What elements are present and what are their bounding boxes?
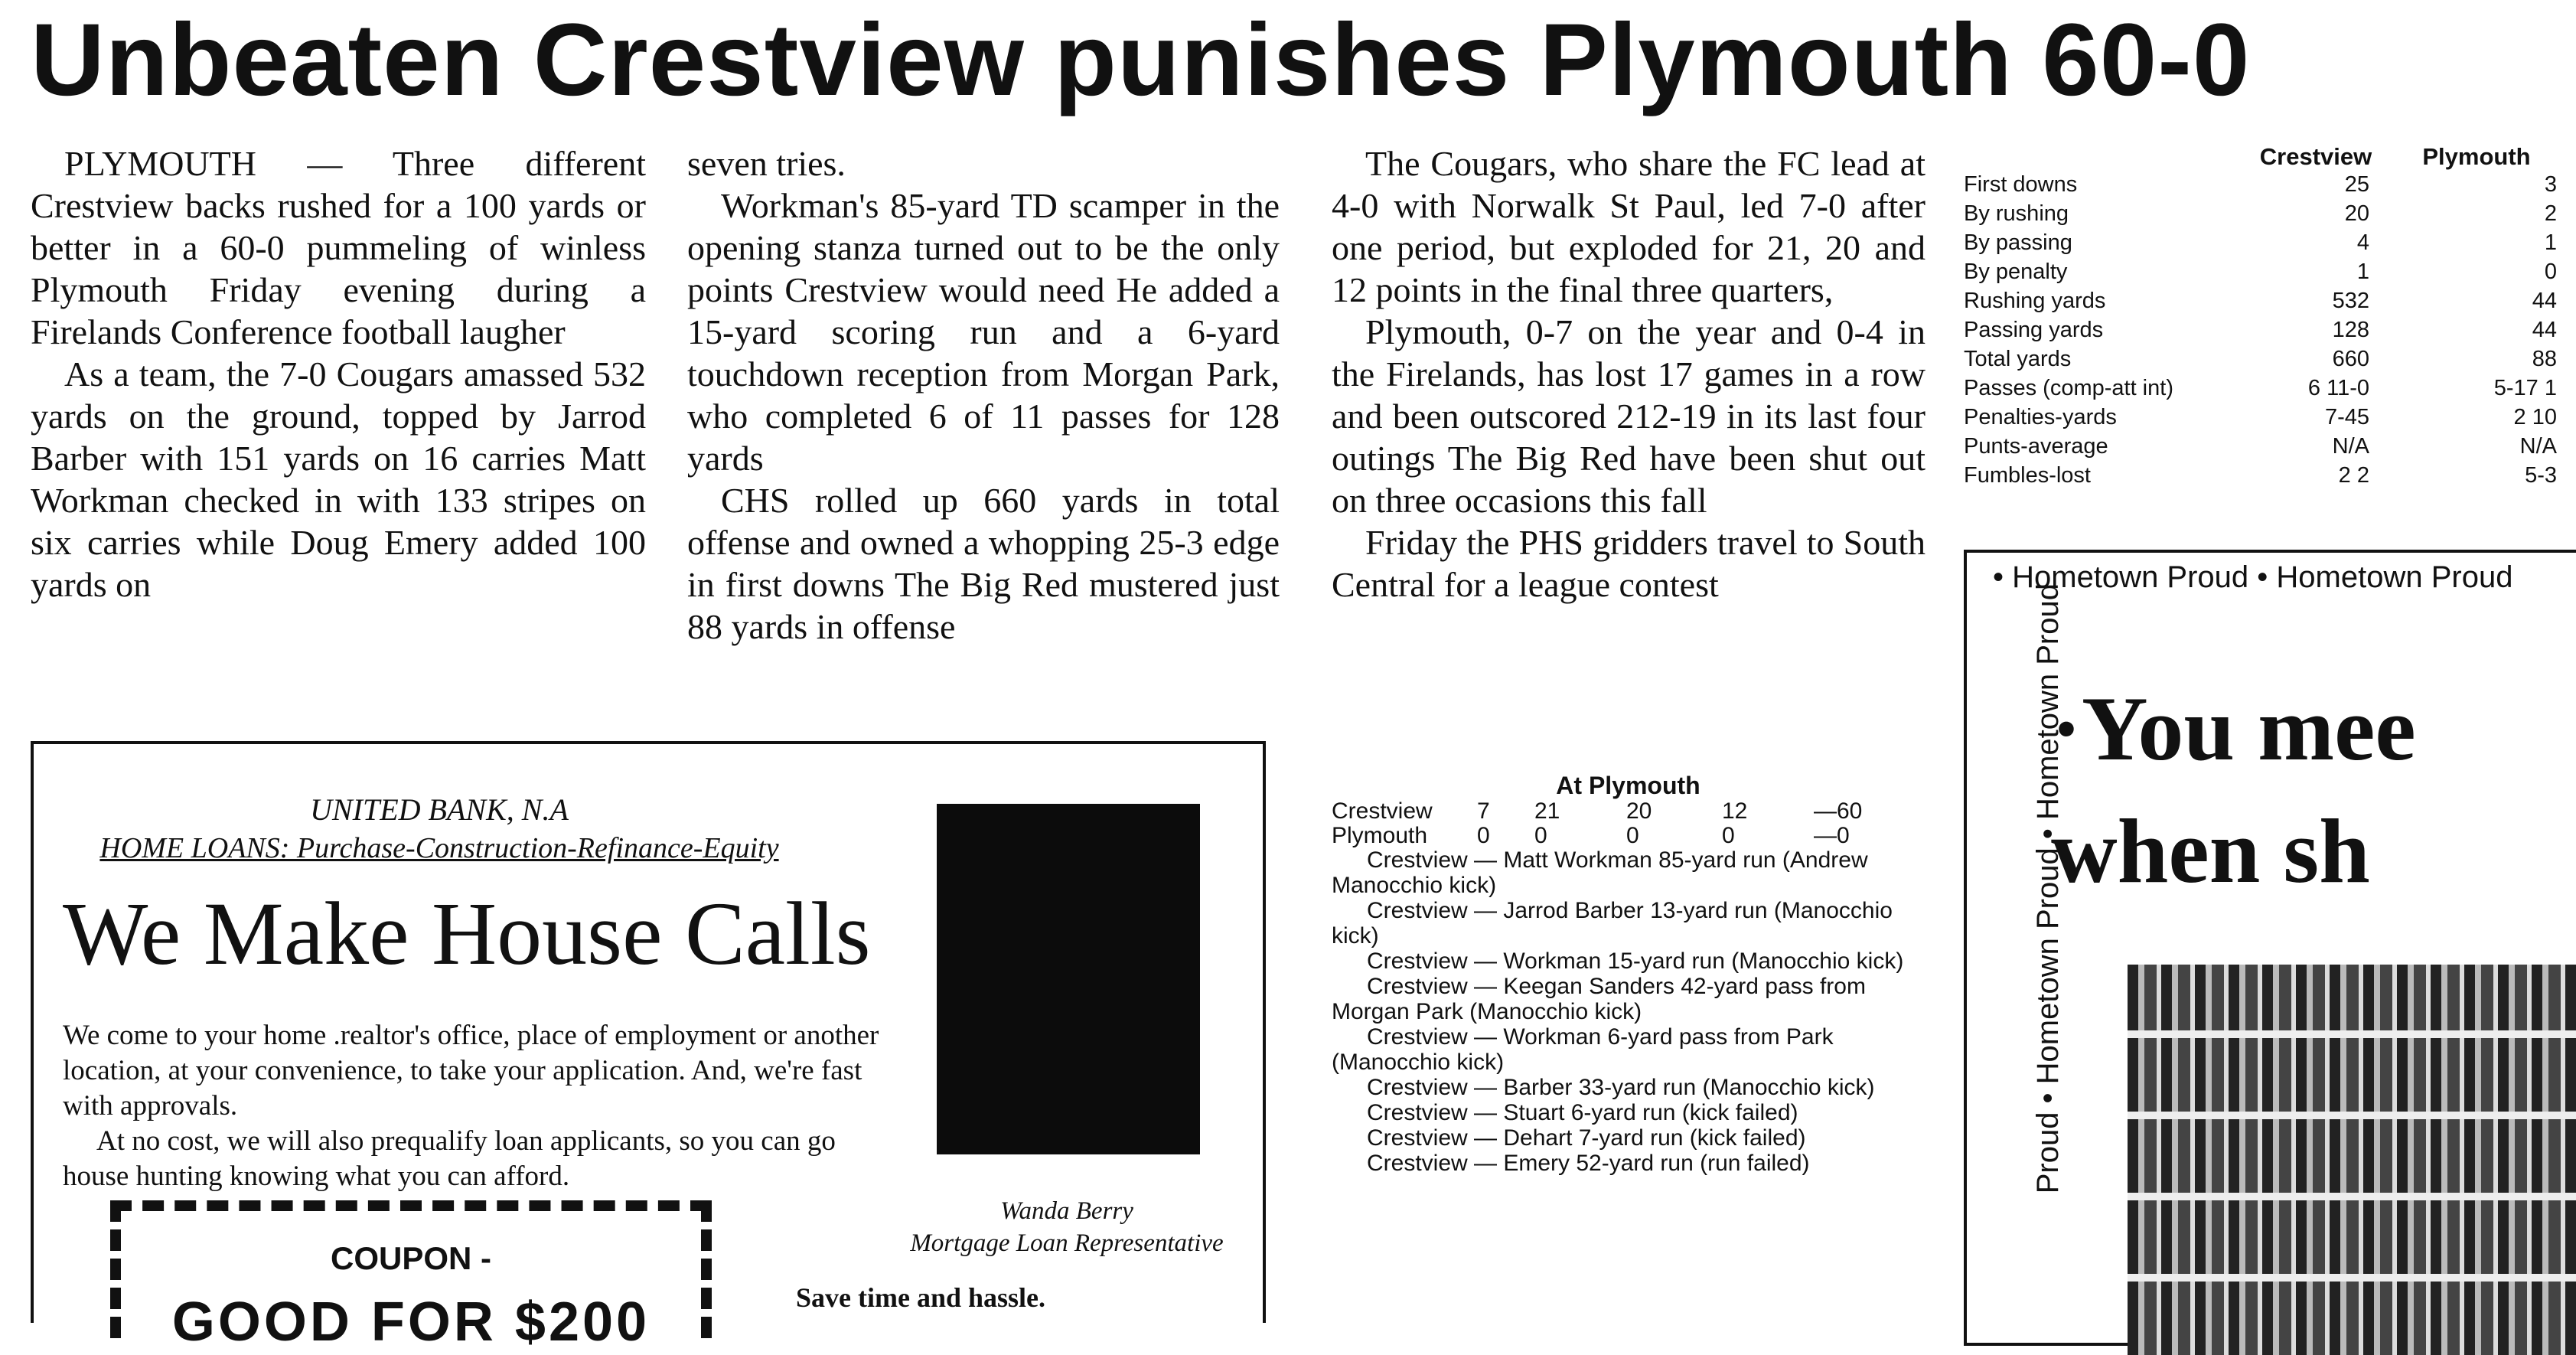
hometown-advertisement <box>1964 550 2576 1346</box>
headline: Unbeaten Crestview punishes Plymouth 60-0 <box>31 3 2251 117</box>
stats-header <box>1964 142 2576 170</box>
score-quarter: 20 <box>1626 798 1652 824</box>
stats-value-plymouth: 2 10 <box>2513 405 2557 429</box>
score-quarter: 0 <box>1722 823 1735 848</box>
stats-value-crestview: 25 <box>2344 172 2369 197</box>
stats-label: By rushing <box>1964 201 2069 226</box>
article-paragraph: The Cougars, who share the FC lead at 4-0 with Norwalk St Paul, led 7-0 after one period, but exploded for 21, 20 and 12 points in the final three quarters, <box>1332 144 1925 309</box>
ad-body-paragraph: We come to your home .realtor's office, place of employment or another location, at your convenience, to take your application. And, we're fast with approvals. <box>63 1020 879 1122</box>
score-quarter: 0 <box>1626 823 1639 848</box>
score-team: Crestview <box>1332 798 1433 824</box>
stats-row <box>1964 403 2576 432</box>
scoring-summary <box>1332 773 1925 1176</box>
stats-row <box>1964 344 2576 374</box>
ad-body <box>63 1018 905 1194</box>
stats-value-plymouth: 44 <box>2532 318 2557 342</box>
representative-name: Wanda Berry <box>1000 1197 1133 1225</box>
article-paragraph: CHS rolled up 660 yards in total offense and owned a whopping 25-3 edge in first downs The Big Red mustered just 88 yards in offense <box>687 481 1280 646</box>
coupon-offer: GOOD FOR $200 <box>171 1291 651 1353</box>
team-stats-table <box>1964 142 2576 490</box>
ad-heading <box>2051 668 2576 913</box>
scoring-plays <box>1332 847 1925 1176</box>
scoring-play: Crestview — Dehart 7-yard run (kick failed) <box>1367 1125 1806 1151</box>
home-loans-line: HOME LOANS: Purchase-Construction-Refinance-Equity <box>99 832 779 864</box>
stats-value-crestview: 1 <box>2356 260 2369 284</box>
stats-row <box>1964 432 2576 461</box>
stats-value-crestview: 128 <box>2332 318 2369 342</box>
ad-heading: We Make House Calls <box>63 883 871 984</box>
stats-team-1: Crestview <box>2259 143 2372 170</box>
stats-row <box>1964 461 2576 490</box>
stats-value-plymouth: N/A <box>2519 434 2557 459</box>
stats-label: By passing <box>1964 230 2072 255</box>
scoring-play: Crestview — Barber 33-yard run (Manocchio kick) <box>1367 1075 1875 1100</box>
score-line <box>1332 823 1925 847</box>
stats-label: Punts-average <box>1964 434 2108 459</box>
stats-value-crestview: 20 <box>2344 201 2369 226</box>
stats-value-plymouth: 3 <box>2544 172 2557 197</box>
article-paragraph: seven tries. <box>687 144 846 183</box>
stats-value-plymouth: 2 <box>2544 201 2557 226</box>
article-paragraph: Plymouth, 0-7 on the year and 0-4 in the Firelands, has lost 17 games in a row and been outscored 212-19 in its last four outings The Big Red have been shut out on three occasions this fall <box>1332 312 1925 520</box>
stats-value-plymouth: 5-3 <box>2525 463 2557 488</box>
stats-label: Fumbles-lost <box>1964 463 2091 488</box>
stats-rows <box>1964 170 2576 490</box>
bank-advertisement <box>31 741 1266 1353</box>
score-quarter: 0 <box>1534 823 1547 848</box>
stats-row <box>1964 170 2576 199</box>
banner-side: Proud • Hometown Proud • Hometown Proud <box>2031 583 2065 1194</box>
stats-row <box>1964 315 2576 344</box>
stats-label: Passes (comp-att int) <box>1964 376 2173 400</box>
stats-row <box>1964 228 2576 257</box>
stats-label: By penalty <box>1964 260 2068 284</box>
stats-label: Total yards <box>1964 347 2072 371</box>
scoring-play: Crestview — Workman 15-yard run (Manocchio kick) <box>1367 948 1904 974</box>
stats-value-crestview: N/A <box>2332 434 2369 459</box>
article-column-2 <box>687 142 1280 648</box>
stats-row <box>1964 257 2576 286</box>
representative-photo <box>937 804 1200 1154</box>
score-quarter: 0 <box>1477 823 1490 848</box>
ad-heading-line: ·You mee <box>2051 678 2416 779</box>
bank-name: UNITED BANK, N.A <box>310 792 569 827</box>
store-shelf-photo <box>2128 965 2576 1355</box>
article-column-1 <box>31 142 646 606</box>
score-quarter: 7 <box>1477 798 1490 824</box>
score-team: Plymouth <box>1332 823 1428 848</box>
stats-value-plymouth: 88 <box>2532 347 2557 371</box>
stats-label: Passing yards <box>1964 318 2104 342</box>
score-quarter: 12 <box>1722 798 1748 824</box>
ad-heading-line: when sh <box>2051 800 2370 902</box>
article-paragraph: PLYMOUTH — Three different Crestview backs rushed for a 100 yards or better in a 60-0 pummeling of winless Plymouth Friday evening during a Firelands Conference football laugher <box>31 144 646 351</box>
stats-value-plymouth: 0 <box>2544 260 2557 284</box>
stats-row <box>1964 286 2576 315</box>
stats-value-crestview: 660 <box>2332 347 2369 371</box>
coupon-label: COUPON - <box>331 1240 491 1276</box>
article-column-3 <box>1332 142 1925 606</box>
stats-row <box>1964 374 2576 403</box>
save-time-line: Save time and hassle. <box>796 1282 1046 1313</box>
scoring-play: Crestview — Jarrod Barber 13-yard run (Manocchio kick) <box>1332 898 1893 948</box>
score-line <box>1332 798 1925 823</box>
scoring-play: Crestview — Stuart 6-yard run (kick failed) <box>1367 1100 1798 1125</box>
coupon <box>110 1200 712 1353</box>
article-paragraph: Friday the PHS gridders travel to South Central for a league contest <box>1332 523 1925 604</box>
stats-team-2: Plymouth <box>2422 143 2531 170</box>
article-paragraph: As a team, the 7-0 Cougars amassed 532 yards on the ground, topped by Jarrod Barber with 151 yards on 16 carries Matt Workman checked in with 133 stripes on six carries while Doug Emery added 100 yards on <box>31 354 646 604</box>
scoring-play: Crestview — Workman 6-yard pass from Park (Manocchio kick) <box>1332 1024 1834 1075</box>
stats-value-crestview: 6 11-0 <box>2307 376 2369 400</box>
score-quarter: 21 <box>1534 798 1560 824</box>
banner-top: • Hometown Proud • Hometown Proud <box>1993 560 2513 594</box>
stats-value-crestview: 2 2 <box>2338 463 2369 488</box>
scoring-play: Crestview — Emery 52-yard run (run failed) <box>1367 1151 1810 1176</box>
article-paragraph: Workman's 85-yard TD scamper in the opening stanza turned out to be the only points Crestview would need He added a 15-yard scoring run and a 6-yard touchdown reception from Morgan Park, who completed 6 of 11 passes for 128 yards <box>687 186 1280 478</box>
stats-value-plymouth: 5-17 1 <box>2493 376 2557 400</box>
stats-label: First downs <box>1964 172 2078 197</box>
scoring-play: Crestview — Matt Workman 85-yard run (Andrew Manocchio kick) <box>1332 847 1868 898</box>
stats-value-crestview: 7-45 <box>2324 405 2369 429</box>
scoring-play: Crestview — Keegan Sanders 42-yard pass from Morgan Park (Manocchio kick) <box>1332 974 1866 1024</box>
stats-row <box>1964 199 2576 228</box>
score-lines <box>1332 798 1925 847</box>
ad-body-paragraph: At no cost, we will also prequalify loan applicants, so you can go house hunting knowing what you can afford. <box>63 1125 836 1192</box>
stats-label: Penalties-yards <box>1964 405 2117 429</box>
scoring-location: At Plymouth <box>1556 772 1700 799</box>
stats-label: Rushing yards <box>1964 289 2106 313</box>
stats-value-crestview: 4 <box>2356 230 2369 255</box>
stats-value-plymouth: 44 <box>2532 289 2557 313</box>
stats-value-plymouth: 1 <box>2544 230 2557 255</box>
score-total: —60 <box>1814 798 1863 824</box>
stats-value-crestview: 532 <box>2332 289 2369 313</box>
representative-title: Mortgage Loan Representative <box>910 1229 1224 1257</box>
score-total: —0 <box>1814 823 1850 848</box>
